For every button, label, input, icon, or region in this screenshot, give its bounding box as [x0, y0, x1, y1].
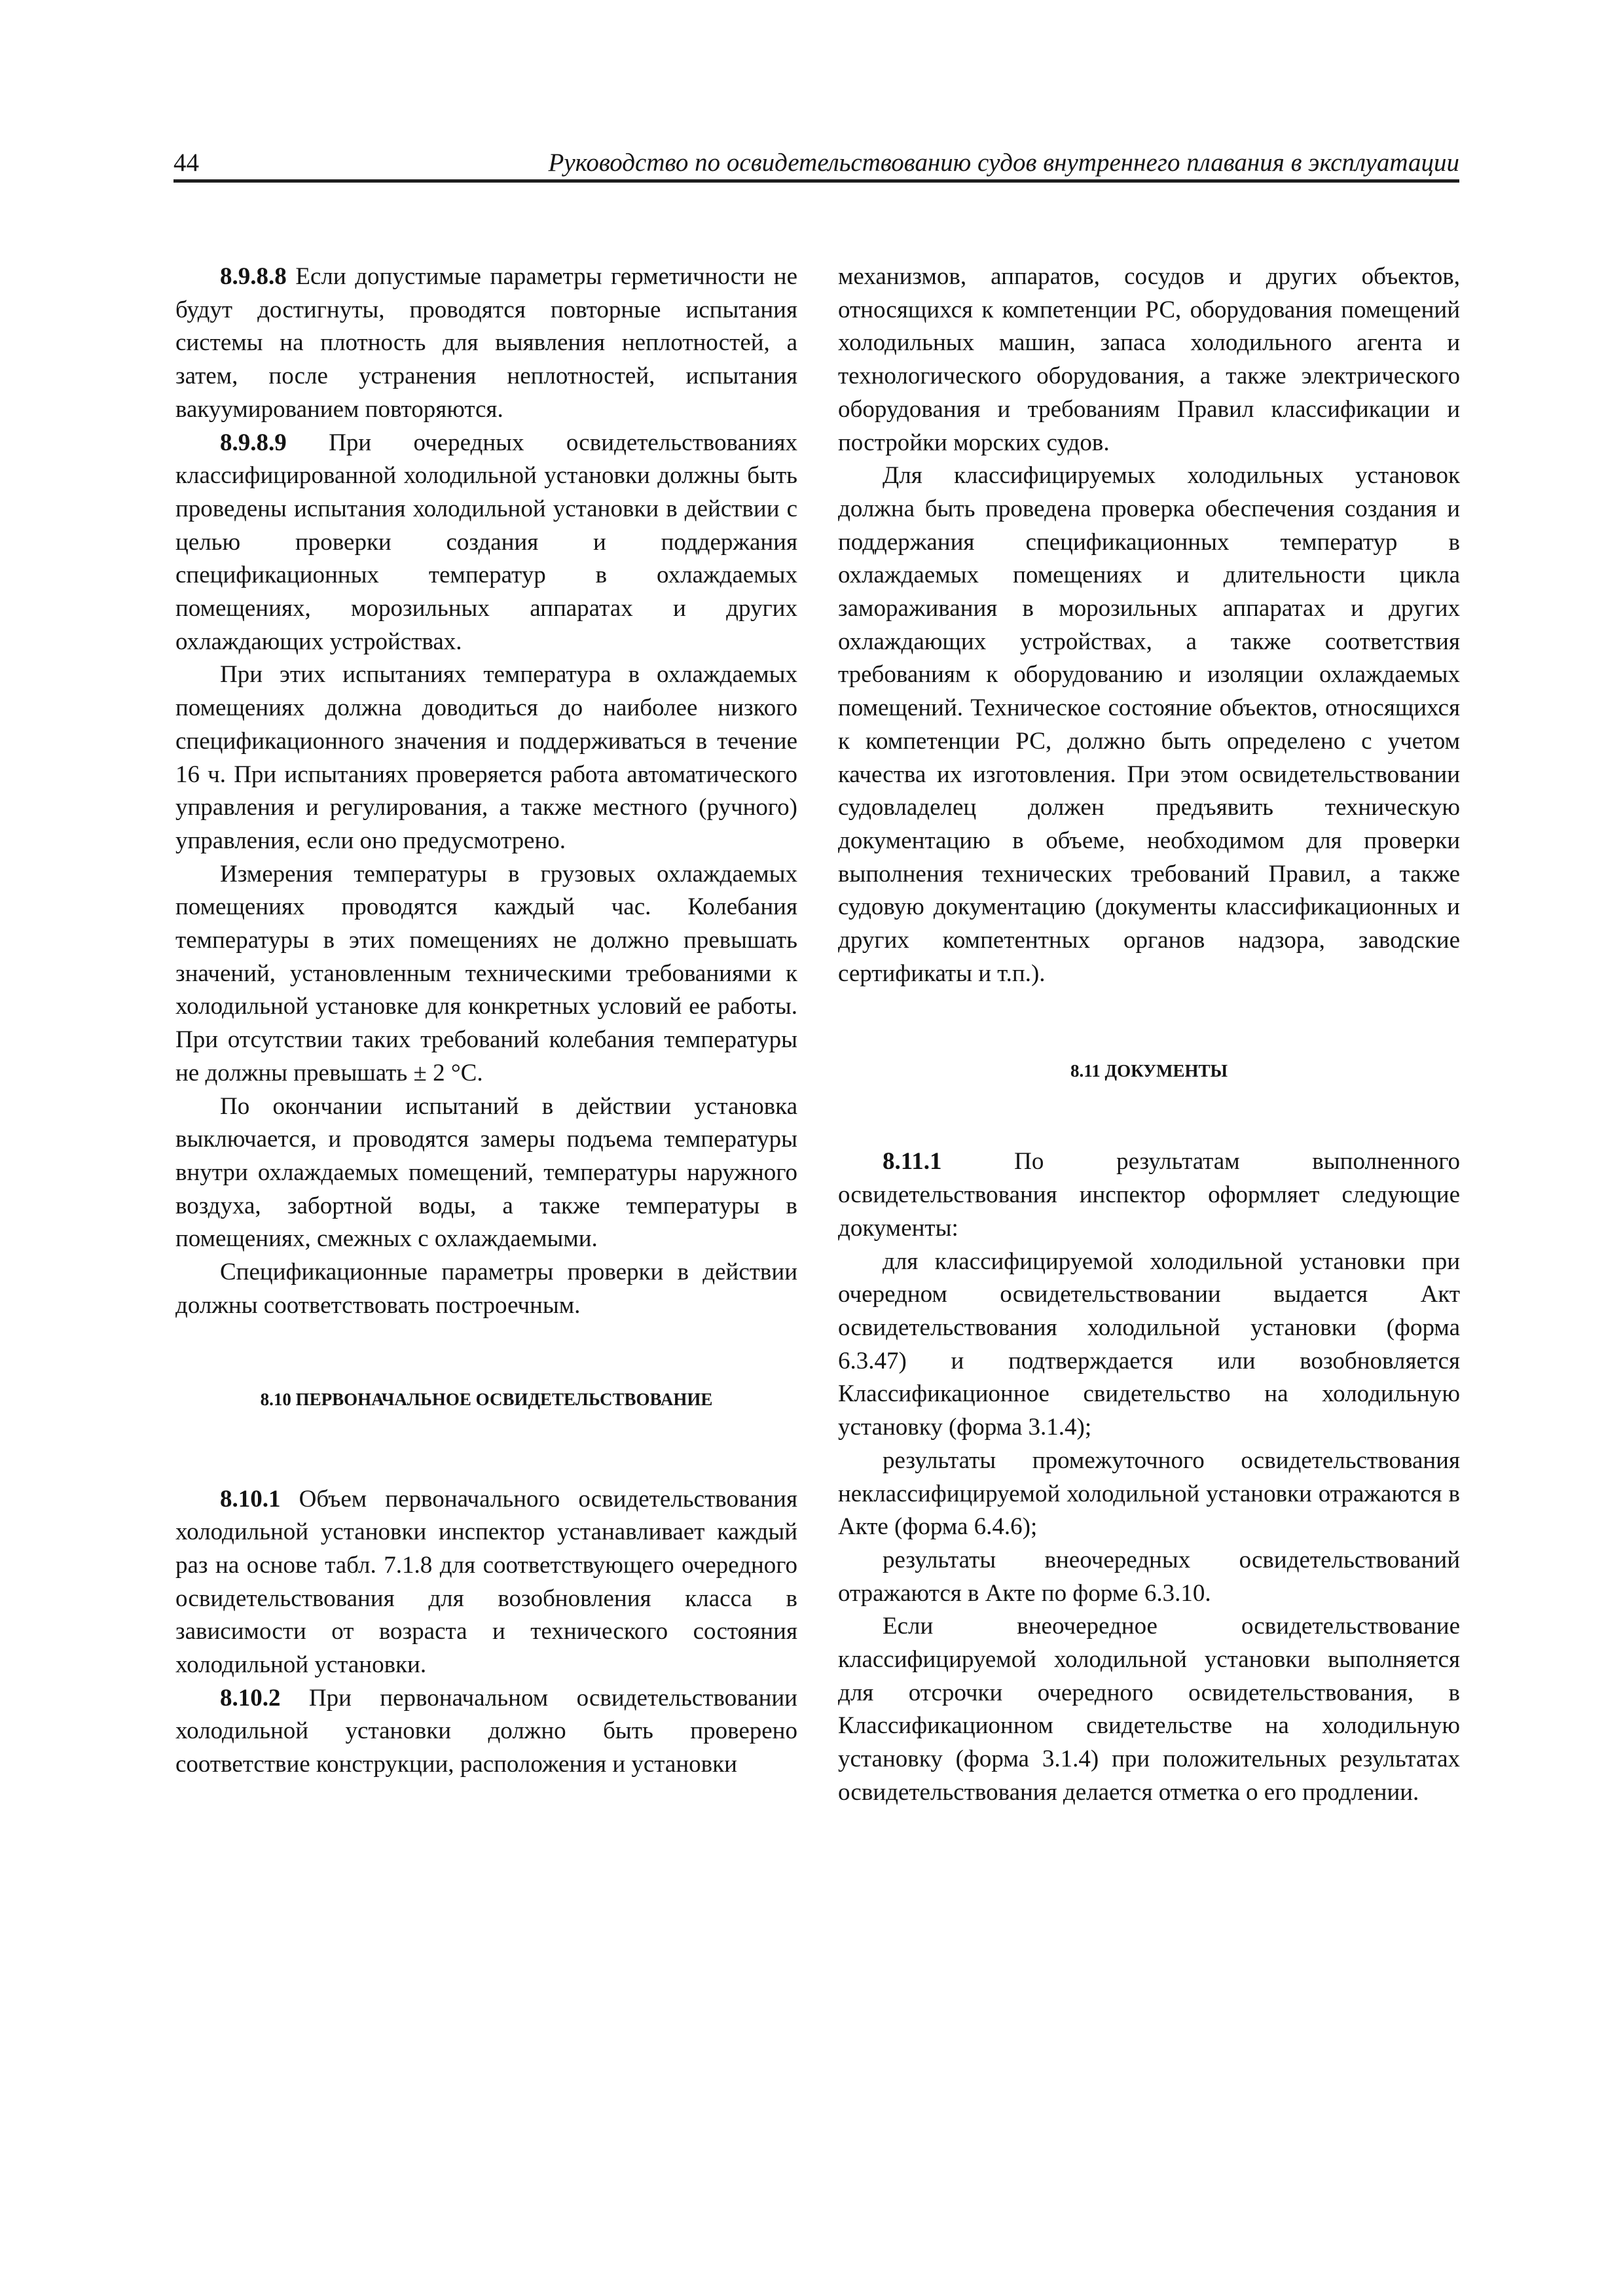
- clause-number: 8.10.2: [220, 1684, 281, 1712]
- paragraph-8-9-8-9: [175, 427, 797, 659]
- paragraph-text: При первоначальном освидетельствовании холодильной установки должно быть проверено соответствие конструкции, расположения и установки: [175, 1684, 797, 1778]
- clause-number: 8.11.1: [883, 1148, 942, 1175]
- paragraph-documents-extraordinary: результаты внеочередных освидетельствований отражаются в Акте по форме 6.3.10.: [838, 1546, 1460, 1607]
- paragraph-after-test: По окончании испытаний в действии установка выключается, и проводятся замеры подъема температуры внутри охлаждаемых помещений, температуры наружного воздуха, забортной воды, а также температуры в помещениях, смежных с охлаждаемыми.: [175, 1092, 797, 1253]
- paragraph-text: Если допустимые параметры герметичности не будут достигнуты, проводятся повторные испытания системы на плотность для выявления неплотностей, а затем, после устранения неплотностей, испытания вакуумированием повторяются.: [175, 263, 797, 423]
- paragraph-text: При очередных освидетельствованиях классифицированной холодильной установки должны быть проведены испытания холодильной установки в действии с целью проверки создания и поддержания спецификационных температур в охлаждаемых помещениях, морозильных аппаратах и других охлаждающих устройствах.: [175, 429, 797, 655]
- paragraph-test-temperature: При этих испытаниях температура в охлаждаемых помещениях должна доводиться до наиболее низкого спецификационного значения и поддерживаться в течение 16 ч. При испытаниях проверяется работа автоматического управления и регулирования, а также местного (ручного) управления, если оно предусмотрено.: [175, 661, 797, 854]
- paragraph-text: По результатам выполненного освидетельствования инспектор оформляет следующие документы:: [838, 1148, 1460, 1242]
- paragraph-documents-intermediate: результаты промежуточного освидетельствования неклассифицируемой холодильной установки отражаются в Акте (форма 6.4.6);: [838, 1446, 1460, 1541]
- clause-number: 8.9.8.8: [220, 263, 287, 290]
- running-title: Руководство по освидетельствованию судов внутреннего плавания в эксплуатации: [548, 149, 1459, 177]
- paragraph-8-11-1: [838, 1145, 1460, 1245]
- section-heading-8-10: 8.10 ПЕРВОНАЧАЛЬНОЕ ОСВИДЕТЕЛЬСТВОВАНИЕ: [260, 1389, 713, 1409]
- right-column: [838, 249, 1460, 1810]
- paragraph-8-10-2: [175, 1682, 797, 1782]
- paragraph-continuation: механизмов, аппаратов, сосудов и других объектов, относящихся к компетенции РС, оборудования помещений холодильных машин, запаса холодильного агента и технологического оборудования, а также электрического оборудования и требованиям Правил классификации и постройки морских судов.: [838, 263, 1460, 456]
- paragraph-temperature-measurements: Измерения температуры в грузовых охлаждаемых помещениях проводятся каждый час. Колебания температуры в этих помещениях не должно превышать значений, установленным техническими требованиями к холодильной установке для конкретных условий ее работы. При отсутствии таких требований колебания температуры не должны превышать ± 2 °С.: [175, 860, 797, 1086]
- paragraph-spec-parameters: Спецификационные параметры проверки в действии должны соответствовать построечным.: [175, 1259, 797, 1319]
- left-column: [175, 249, 797, 1782]
- clause-number: 8.9.8.9: [220, 429, 287, 456]
- paragraph-8-9-8-8: [175, 260, 797, 427]
- paragraph-8-10-1: [175, 1483, 797, 1682]
- paragraph-documents-classified: для классифицируемой холодильной установки при очередном освидетельствовании выдается Акт освидетельствования холодильной установки (форма 6.3.47) и подтверждается или возобновляется Классификационное свидетельство на холодильную установку (форма 3.1.4);: [838, 1247, 1460, 1441]
- header-rule: [173, 179, 1459, 183]
- page-number: 44: [173, 149, 199, 177]
- paragraph-classified-units: Для классифицируемых холодильных установок должна быть проведена проверка обеспечения создания и поддержания спецификационных температур в охлаждаемых помещениях и длительности цикла замораживания в морозильных аппаратах и других охлаждающих устройствах, а также соответствия требованиям к оборудованию и изоляции охлаждаемых помещений. Техническое состояние объектов, относящихся к компетенции РС, должно быть определено с учетом качества их изготовления. При этом освидетельствовании судовладелец должен предъявить техническую документацию в объеме, необходимом для проверки выполнения технических требований Правил, а также судовую документацию (документы классификационных и других компетентных органов надзора, заводские сертификаты и т.п.).: [838, 462, 1460, 987]
- page-header: [173, 141, 1459, 181]
- clause-number: 8.10.1: [220, 1485, 281, 1513]
- paragraph-text: Объем первоначального освидетельствования холодильной установки инспектор устанавливает каждый раз на основе табл. 7.1.8 для соответствующего очередного освидетельствования для возобновления класса в зависимости от возраста и технического состояния холодильной установки.: [175, 1485, 797, 1679]
- paragraph-postponement: Если внеочередное освидетельствование классифицируемой холодильной установки выполняется для отсрочки очередного освидетельствования, в Классификационном свидетельстве на холодильную установку (форма 3.1.4) при положительных результатах освидетельствования делается отметка о его продлении.: [838, 1613, 1460, 1806]
- section-heading-8-11: 8.11 ДОКУМЕНТЫ: [1070, 1061, 1228, 1081]
